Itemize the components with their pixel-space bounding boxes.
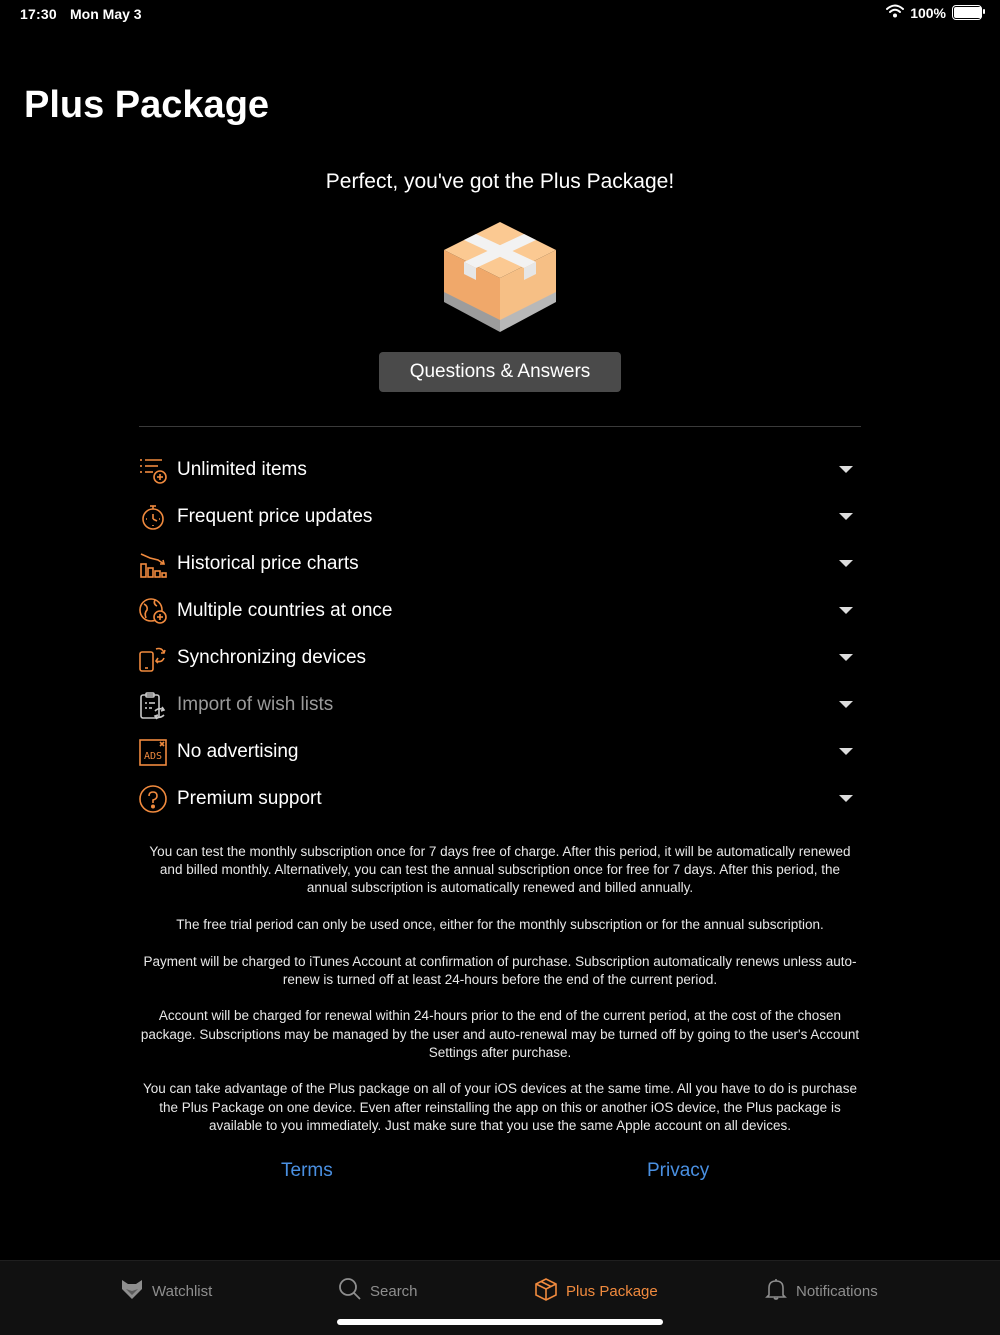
battery-percent: 100% xyxy=(910,4,946,21)
status-time: 17:30 xyxy=(20,6,57,22)
status-date: Mon May 3 xyxy=(70,6,142,22)
questions-answers-button[interactable]: Questions & Answers xyxy=(379,352,621,392)
tab-label: Plus Package xyxy=(566,1282,658,1300)
feature-label: Frequent price updates xyxy=(177,505,373,527)
battery-icon xyxy=(952,5,982,20)
legal-paragraph: Account will be charged for renewal within 24-hours prior to the end of the current period, at the cost of the chosen package. Subscriptions may be managed by the user and auto-renewal may be turned off by going to the user's Account Settings after purchase. xyxy=(140,1008,860,1060)
feature-label: No advertising xyxy=(177,740,299,762)
wifi-icon xyxy=(886,4,904,21)
chart-down-icon xyxy=(137,548,169,580)
chevron-down-icon[interactable] xyxy=(839,466,853,473)
feature-row-price-updates[interactable] xyxy=(137,493,861,540)
tab-label: Watchlist xyxy=(152,1282,213,1300)
feature-label: Synchronizing devices xyxy=(177,646,367,668)
feature-row-unlimited-items[interactable] xyxy=(137,446,861,493)
list-add-icon xyxy=(137,454,169,486)
feature-row-multiple-countries[interactable] xyxy=(137,587,861,634)
feature-label: Unlimited items xyxy=(177,458,307,480)
page-title: Plus Package xyxy=(24,84,270,126)
legal-text xyxy=(140,843,860,1153)
tab-label: Notifications xyxy=(796,1282,878,1300)
chevron-down-icon[interactable] xyxy=(839,701,853,708)
feature-row-price-charts[interactable] xyxy=(137,540,861,587)
legal-paragraph: Payment will be charged to iTunes Account at confirmation of purchase. Subscription automatically renews unless auto-renew is turned off at least 24-hours before the end of the current period. xyxy=(143,953,857,987)
box-icon xyxy=(534,1277,558,1305)
bell-icon xyxy=(764,1277,788,1305)
chevron-down-icon[interactable] xyxy=(839,560,853,567)
package-box-icon xyxy=(440,220,560,338)
sync-devices-icon xyxy=(137,642,169,674)
feature-list xyxy=(137,446,861,822)
fox-icon xyxy=(120,1278,144,1304)
legal-paragraph: You can take advantage of the Plus package on all of your iOS devices at the same time. All you have to do is purchase the Plus Package on one device. Even after reinstalling the app on this or another iOS device, the Plus package is available to you immediately. Just make sure that you use the same Apple account on all devices. xyxy=(143,1081,857,1133)
home-indicator xyxy=(337,1319,663,1325)
status-bar xyxy=(0,0,1000,28)
feature-row-premium-support[interactable] xyxy=(137,775,861,822)
battery-fill xyxy=(954,7,982,18)
stopwatch-icon xyxy=(137,501,169,533)
tab-plus-package[interactable] xyxy=(534,1277,658,1305)
privacy-link[interactable]: Privacy xyxy=(647,1160,710,1181)
tab-watchlist[interactable] xyxy=(120,1277,212,1305)
question-circle-icon xyxy=(137,783,169,815)
chevron-down-icon[interactable] xyxy=(839,748,853,755)
search-icon xyxy=(338,1277,362,1305)
chevron-down-icon[interactable] xyxy=(839,795,853,802)
status-right xyxy=(886,4,982,21)
no-ads-icon xyxy=(137,736,169,768)
terms-link[interactable]: Terms xyxy=(281,1160,333,1181)
divider xyxy=(139,426,861,427)
svg-text:ADS: ADS xyxy=(143,750,163,762)
chevron-down-icon[interactable] xyxy=(839,607,853,614)
legal-paragraph: You can test the monthly subscription once for 7 days free of charge. After this period, it will be automatically renewed and billed monthly. Alternatively, you can test the annual subscription once for free for 7 days. After this period, the annual subscription is automatically renewed and billed annually. xyxy=(149,844,851,896)
globe-add-icon xyxy=(137,595,169,627)
tab-search[interactable] xyxy=(338,1277,418,1305)
feature-label: Premium support xyxy=(177,787,322,809)
feature-row-sync-devices[interactable] xyxy=(137,634,861,681)
intro-text: Perfect, you've got the Plus Package! xyxy=(325,170,675,193)
feature-row-no-advertising[interactable] xyxy=(137,728,861,775)
chevron-down-icon[interactable] xyxy=(839,654,853,661)
clipboard-import-icon xyxy=(137,689,169,721)
feature-label: Import of wish lists xyxy=(177,693,334,715)
feature-label: Historical price charts xyxy=(177,552,359,574)
chevron-down-icon[interactable] xyxy=(839,513,853,520)
feature-label: Multiple countries at once xyxy=(177,599,393,621)
legal-paragraph: The free trial period can only be used once, either for the monthly subscription or for the annual subscription. xyxy=(176,917,824,932)
feature-row-import-wish-lists[interactable] xyxy=(137,681,861,728)
tab-notifications[interactable] xyxy=(764,1277,878,1305)
tab-label: Search xyxy=(370,1282,418,1300)
